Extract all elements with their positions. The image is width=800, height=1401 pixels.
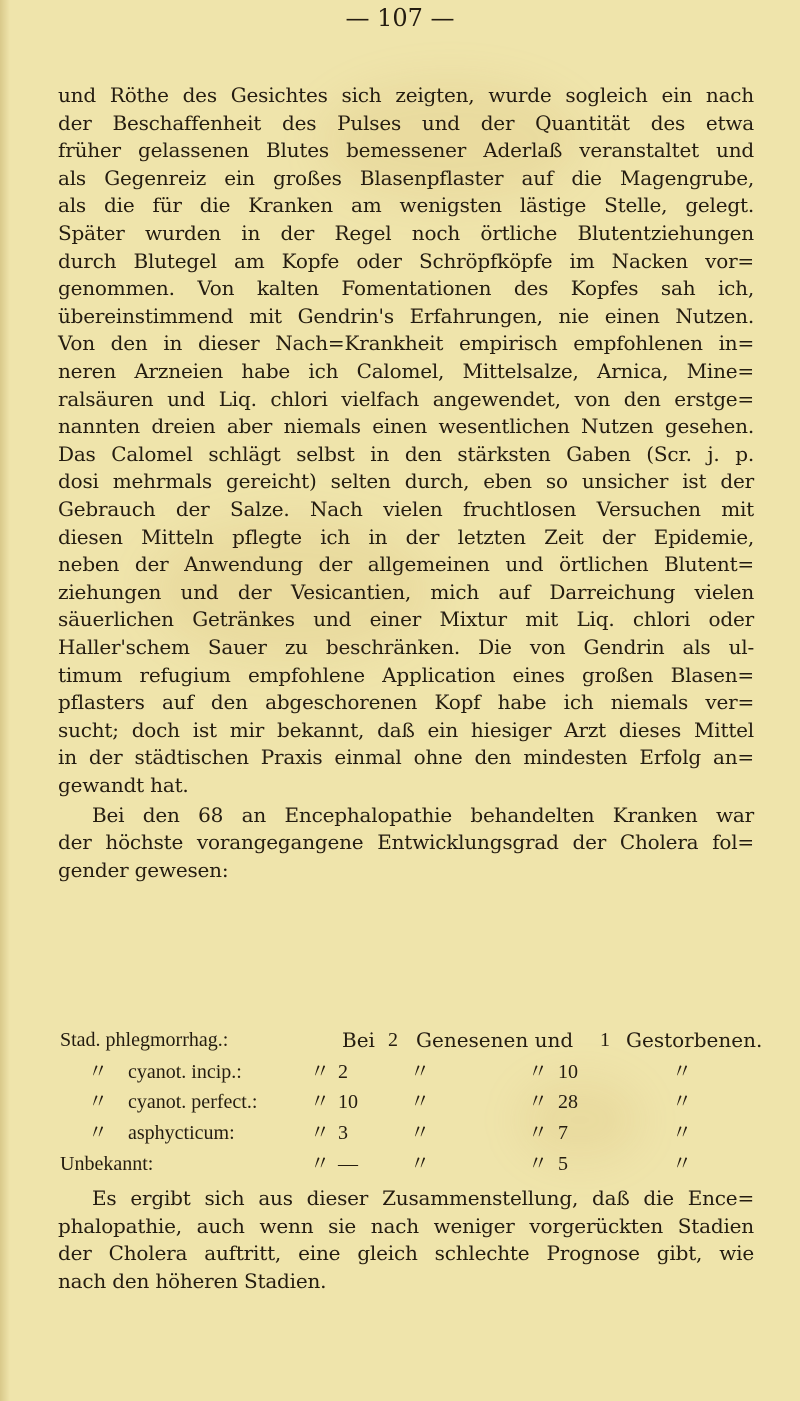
text-line: als die für die Kranken am wenigsten lästige Stelle, gelegt. — [58, 193, 754, 218]
cell-label: Unbekannt: — [60, 1153, 154, 1175]
text-line: phalopathie, auch wenn sie nach weniger vorgerückten Stadien — [58, 1213, 754, 1238]
text-line: in der städtischen Praxis einmal ohne den mindesten Erfolg an= — [58, 745, 754, 770]
cell-died: 1 — [600, 1029, 610, 1051]
cell-died: 10 — [558, 1061, 578, 1083]
text-line: timum refugium empfohlene Application eines großen Blasen= — [58, 662, 754, 687]
table-row — [60, 1088, 760, 1116]
cell-label: cyanot. perfect.: — [128, 1091, 258, 1113]
cell-pre: Bei — [342, 1028, 375, 1052]
text-line: pflasters auf den abgeschorenen Kopf habe ich niemals ver= — [58, 690, 754, 715]
text-line: Es ergibt sich aus dieser Zusammenstellung, daß die Ence= — [92, 1186, 754, 1210]
text-line: neren Arzneien habe ich Calomel, Mittelsalze, Arnica, Mine= — [58, 359, 754, 383]
text-line: Haller'schem Sauer zu beschränken. Die von Gendrin als ul- — [58, 635, 754, 659]
page-edge-shadow — [0, 0, 10, 1401]
text-line: Später wurden in der Regel noch örtliche Blutentziehungen — [58, 221, 754, 245]
cell-died: 7 — [558, 1122, 568, 1144]
cell-label: asphycticum: — [128, 1122, 235, 1144]
cell-ditto: 〃 — [528, 1153, 548, 1175]
table-row — [60, 1119, 760, 1147]
cell-ditto: 〃 — [310, 1061, 330, 1083]
table-row — [60, 1150, 760, 1178]
text-line: ziehungen und der Vesicantien, mich auf Darreichung vielen — [58, 579, 754, 604]
cell-ditto: 〃 — [672, 1122, 692, 1144]
cell-recovered: 2 — [338, 1061, 348, 1083]
cell-ditto: 〃 — [410, 1153, 430, 1175]
page-number: — 107 — — [345, 4, 455, 32]
cell-recovered: 2 — [388, 1029, 398, 1051]
text-line: früher gelassenen Blutes bemessener Aderlaß veranstaltet und — [58, 138, 754, 163]
text-line: gewandt hat. — [58, 773, 189, 797]
cell-ditto: 〃 — [310, 1122, 330, 1144]
cell-label: cyanot. incip.: — [128, 1061, 242, 1083]
text-line: der höchste vorangegangene Entwicklungsgrad der Cholera fol= — [58, 830, 754, 855]
cell-ditto: 〃 — [672, 1091, 692, 1113]
text-line: der Beschaffenheit des Pulses und der Quantität des etwa — [58, 110, 754, 135]
cell-died: 28 — [558, 1091, 578, 1113]
cell-recovered: — — [338, 1153, 358, 1175]
text-line: gender gewesen: — [58, 857, 229, 882]
text-line: nannten dreien aber niemals einen wesentlichen Nutzen gesehen. — [58, 414, 754, 439]
text-line: dosi mehrmals gereicht) selten durch, eben so unsicher ist der — [58, 469, 754, 494]
text-line: durch Blutegel am Kopfe oder Schröpfköpfe im Nacken vor= — [58, 248, 754, 273]
cell-post: Gestorbenen. — [626, 1028, 763, 1052]
cell-ditto: 〃 — [410, 1061, 430, 1083]
text-line: Bei den 68 an Encephalopathie behandelten Kranken war — [92, 802, 754, 827]
cell-ditto: 〃 — [528, 1122, 548, 1144]
cell-ditto: 〃 — [310, 1153, 330, 1175]
text-line: und Röthe des Gesichtes sich zeigten, wurde sogleich ein nach — [58, 83, 754, 107]
cell-ditto: 〃 — [672, 1153, 692, 1175]
cell-ditto: 〃 — [88, 1061, 108, 1083]
cell-ditto: 〃 — [528, 1061, 548, 1083]
cell-ditto: 〃 — [88, 1091, 108, 1113]
cell-ditto: 〃 — [88, 1122, 108, 1144]
text-line: genommen. Von kalten Fomentationen des Kopfes sah ich, — [58, 276, 754, 301]
text-line: neben der Anwendung der allgemeinen und örtlichen Blutent= — [58, 552, 754, 577]
text-line: Gebrauch der Salze. Nach vielen fruchtlosen Versuchen mit — [58, 497, 754, 521]
cell-mid: Genesenen und — [416, 1028, 574, 1052]
cell-ditto: 〃 — [410, 1122, 430, 1144]
cell-ditto: 〃 — [672, 1061, 692, 1083]
cell-recovered: 3 — [338, 1122, 348, 1144]
text-line: säuerlichen Getränkes und einer Mixtur mit Liq. chlori oder — [58, 607, 754, 632]
cell-label: Stad. phlegmorrhag.: — [60, 1029, 229, 1051]
cell-ditto: 〃 — [528, 1091, 548, 1113]
table-row — [60, 1058, 760, 1086]
cell-ditto: 〃 — [410, 1091, 430, 1113]
cell-died: 5 — [558, 1153, 568, 1175]
text-line: übereinstimmend mit Gendrin's Erfahrungen, nie einen Nutzen. — [58, 303, 754, 328]
text-line: diesen Mitteln pflegte ich in der letzten Zeit der Epidemie, — [58, 524, 754, 549]
cell-recovered: 10 — [338, 1091, 358, 1113]
text-line: nach den höheren Stadien. — [58, 1268, 327, 1293]
text-line: sucht; doch ist mir bekannt, daß ein hiesiger Arzt dieses Mittel — [58, 717, 754, 742]
text-line: der Cholera auftritt, eine gleich schlechte Prognose gibt, wie — [58, 1241, 754, 1266]
text-line: Von den in dieser Nach=Krankheit empirisch empfohlenen in= — [58, 331, 754, 356]
text-line: ralsäuren und Liq. chlori vielfach angewendet, von den erstge= — [58, 386, 754, 411]
text-line: als Gegenreiz ein großes Blasenpflaster auf die Magengrube, — [58, 165, 754, 190]
cell-ditto: 〃 — [310, 1091, 330, 1113]
table-row — [60, 1026, 763, 1054]
text-line: Das Calomel schlägt selbst in den stärksten Gaben (Scr. j. p. — [58, 441, 754, 466]
